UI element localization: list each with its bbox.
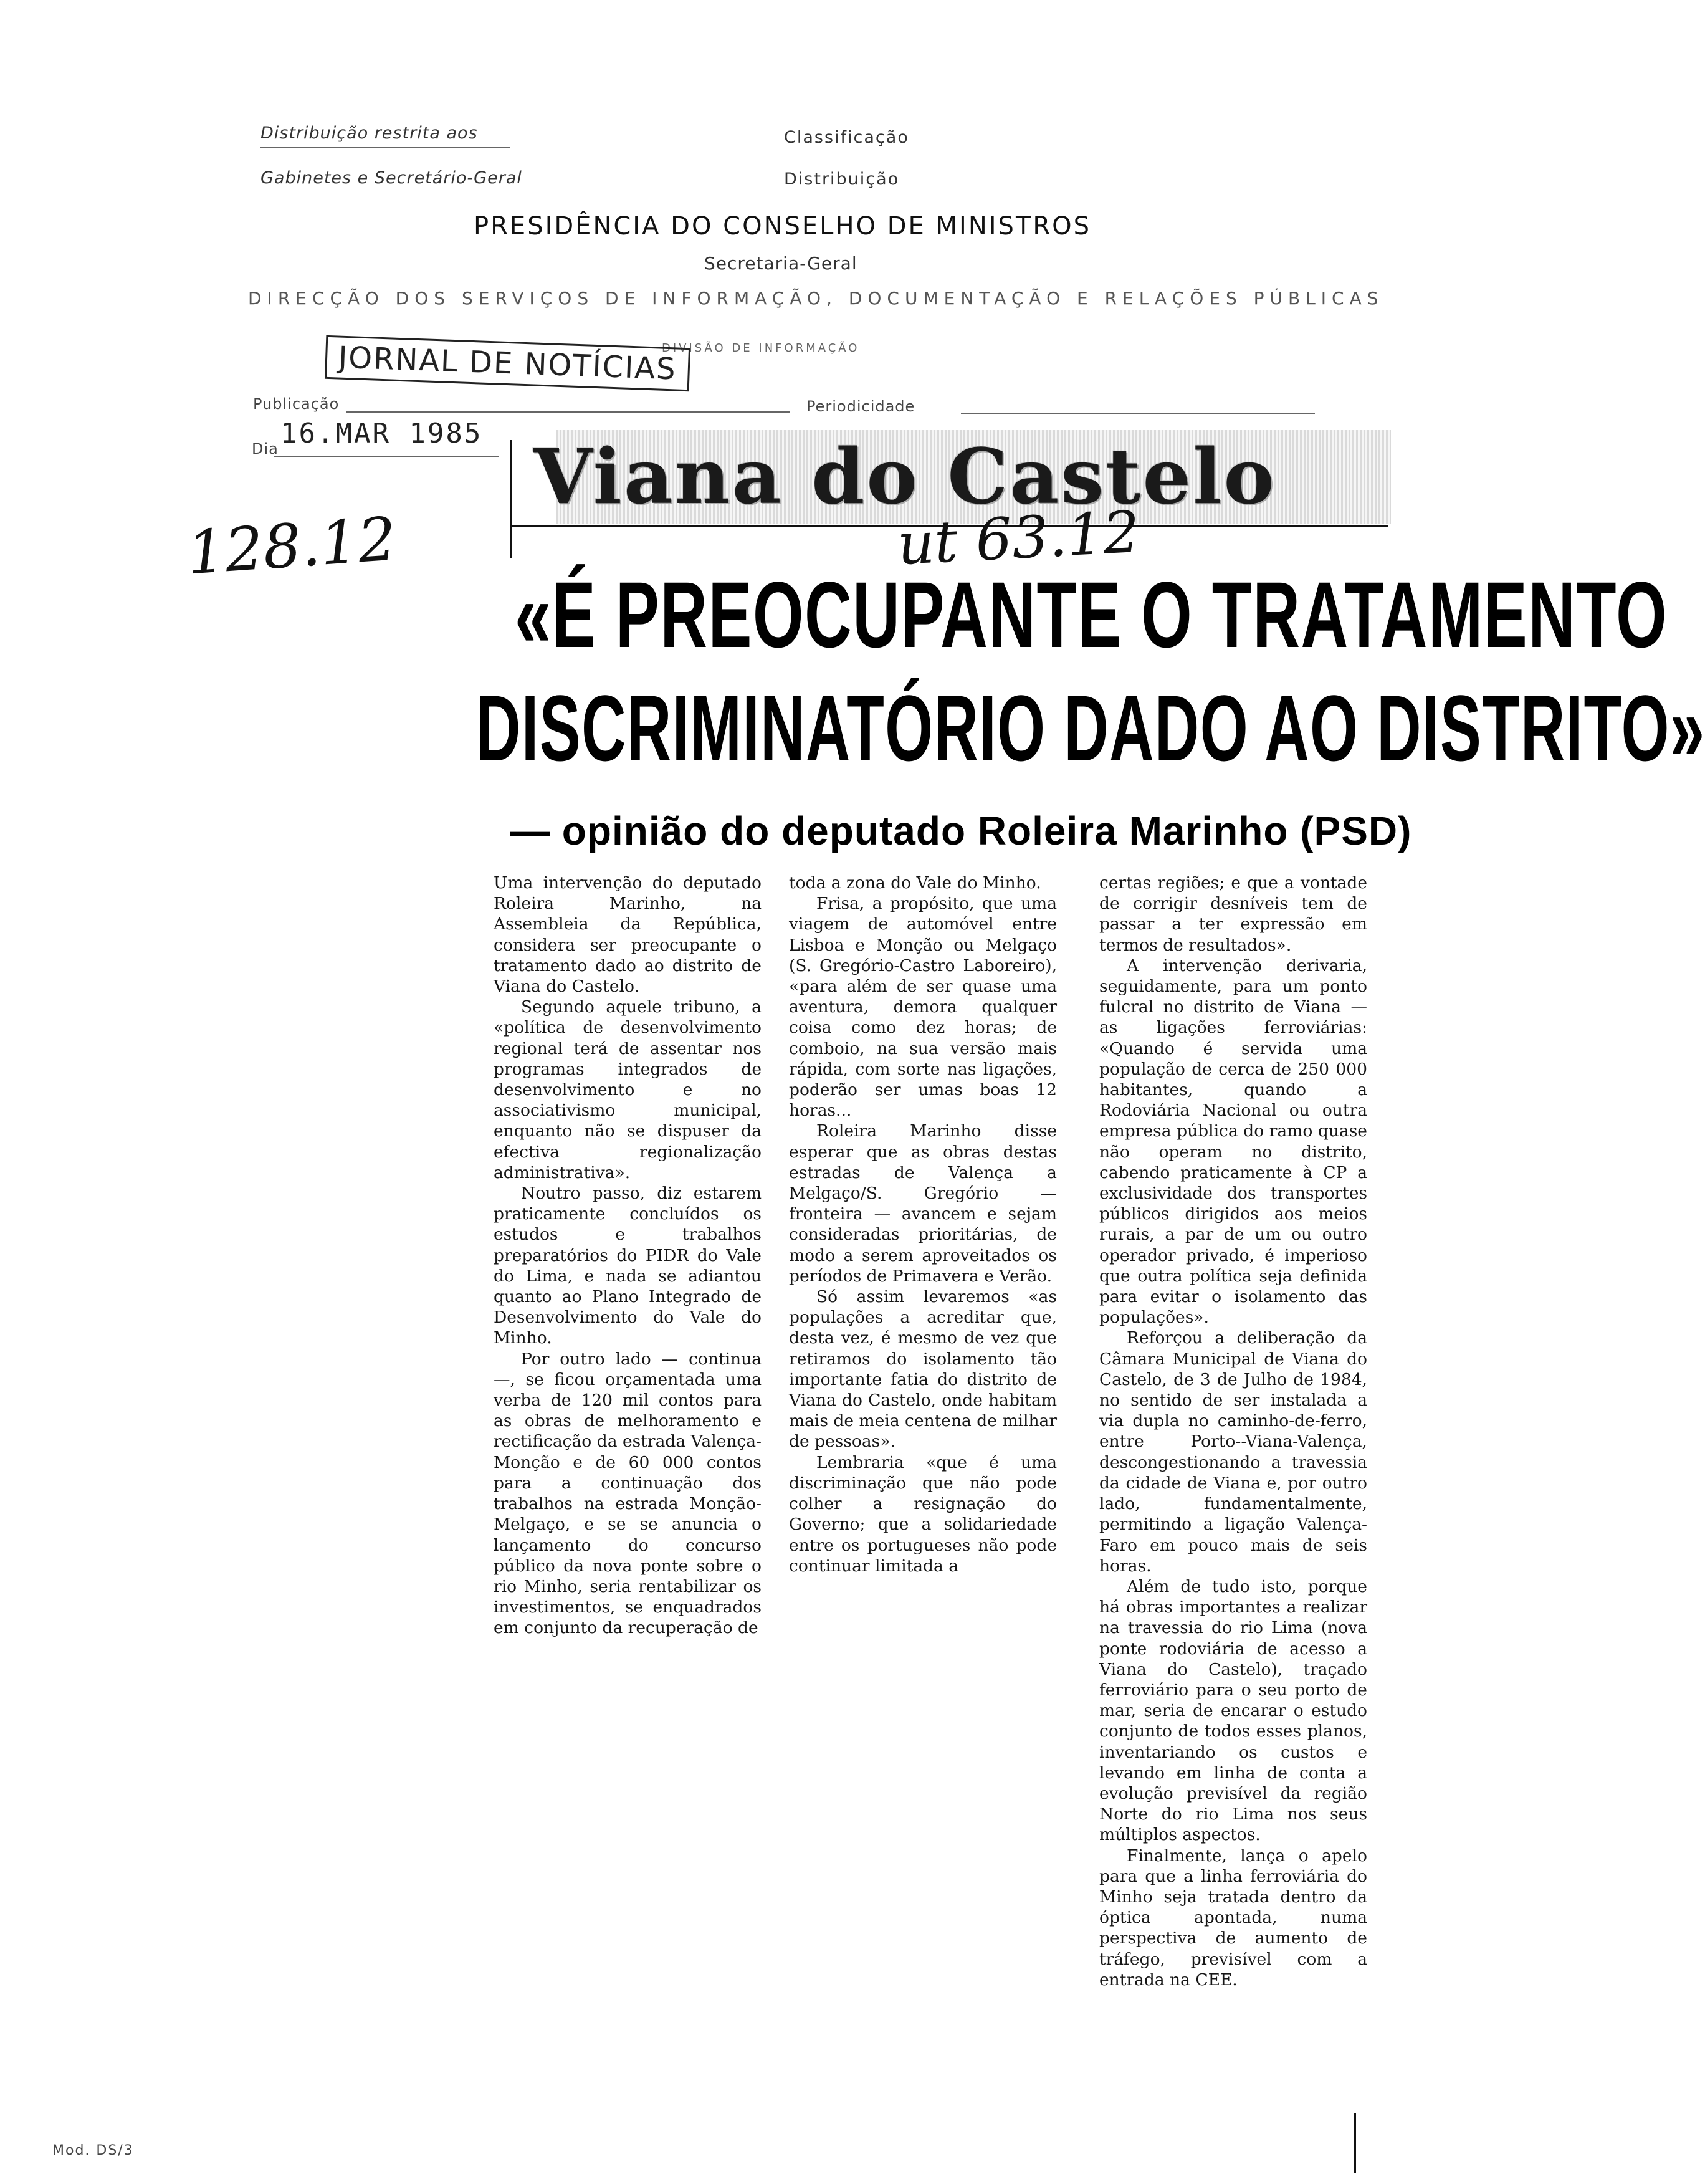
- section-masthead: Viana do Castelo: [533, 431, 1276, 521]
- day-label: Dia: [252, 440, 279, 457]
- col2-paragraph: Lembraria «que é uma discriminação que não pode colher a resignação do Governo; que a solidariedade entre os portugueses não pode continuar limitada a: [789, 1452, 1057, 1576]
- article-column-3: [1099, 873, 1367, 1990]
- periodicity-label: Periodicidade: [806, 398, 915, 415]
- col3-paragraph: Além de tudo isto, porque há obras importantes a realizar na travessia do rio Lima (nova ponte rodoviária de acesso a Viana do Castelo), traçado ferroviário para o seu porto de mar, seria de encarar o estudo conjunto de todos esses planos, inventariando os custos e levando em linha de conta a evolução previsível da região Norte do rio Lima nos seus múltiplos aspectos.: [1099, 1576, 1367, 1845]
- handwritten-ref-right: ut 63.12: [895, 498, 1142, 578]
- presidency-title: PRESIDÊNCIA DO CONSELHO DE MINISTROS: [474, 212, 1092, 241]
- col2-paragraph: Frisa, a propósito, que uma viagem de automóvel entre Lisboa e Monção ou Melgaço (S. Gregório-Castro Laboreiro), «para além de ser quase uma aventura, demora qualquer coisa como dez horas; de comboio, na sua versão mais rápida, com sorte nas ligações, poderão ser umas boas 12 horas...: [789, 894, 1057, 1121]
- col3-paragraph: A intervenção derivaria, seguidamente, para um ponto fulcral no distrito de Viana — as ligações ferroviárias: «Quando é servida uma população de cerca de 250 000 habitantes, quando a Rodoviária Nacional ou outra empresa pública do ramo quase não operam no distrito, cabendo praticamente à CP a exclusividade dos transportes públicos dirigidos aos meios rurais, a par de um ou outro operador privado, é imperioso que outra política seja definida para evitar o isolamento das populações».: [1099, 956, 1367, 1328]
- directorate-label: DIRECÇÃO DOS SERVIÇOS DE INFORMAÇÃO, DOCUMENTAÇÃO E RELAÇÕES PÚBLICAS: [248, 288, 1384, 309]
- handwritten-ref-left: 128.12: [184, 504, 399, 588]
- distribution-label: Distribuição: [784, 170, 900, 189]
- col2-paragraph: toda a zona do Vale do Minho.: [789, 873, 1041, 893]
- col1-paragraph: Uma intervenção do deputado Roleira Marinho, na Assembleia da República, considera ser preocupante o tratamento dado ao distrito de Viana do Castelo.: [494, 873, 762, 997]
- day-line: [274, 456, 499, 457]
- newspaper-stamp: JORNAL DE NOTÍCIAS: [325, 335, 690, 391]
- classification-label: Classificação: [784, 128, 909, 147]
- col1-paragraph: Por outro lado — continua —, se ficou orçamentada uma verba de 120 mil contos para as obras de melhoramento e rectificação da estrada Valença-Monção e de 60 000 contos para a continuação dos trabalhos na estrada Monção-Melgaço, e se se anuncia o lançamento do concurso público da nova ponte sobre o rio Minho, seria rentabilizar os investimentos, se enquadrados em conjunto da recuperação de: [494, 1349, 762, 1638]
- publication-line: [346, 411, 790, 413]
- distribution-note-underline: [260, 147, 510, 148]
- clipping-edge-mark: [1354, 2113, 1356, 2173]
- distribution-note-line2: Gabinetes e Secretário-Geral: [260, 168, 522, 188]
- headline-line1: «É PREOCUPANTE O TRATAMENTO: [515, 562, 1668, 667]
- col1-paragraph: Noutro passo, diz estarem praticamente concluídos os estudos e trabalhos preparatórios do PIDR do Vale do Lima, e nada se adiantou quanto ao Plano Integrado de Desenvolvimento do Vale do Minho.: [494, 1184, 762, 1348]
- periodicity-line: [961, 413, 1315, 414]
- article-column-2: [789, 873, 1057, 1576]
- masthead-left-rule: [510, 440, 512, 558]
- headline-line2: DISCRIMINATÓRIO DADO AO DISTRITO»: [476, 676, 1705, 780]
- secretariat-label: Secretaria-Geral: [704, 253, 857, 274]
- division-label: DIVISÃO DE INFORMAÇÃO: [662, 342, 860, 355]
- publication-label: Publicação: [253, 395, 340, 413]
- col3-paragraph: Reforçou a deliberação da Câmara Municipal de Viana do Castelo, de 3 de Julho de 1984, no sentido de ser instalada a via dupla no caminho-de-ferro, entre Porto--Viana-Valença, descongestionando a travessia da cidade de Viana e, por outro lado, fundamentalmente, permitindo a ligação Valença-Faro em pouco mais de seis horas.: [1099, 1328, 1367, 1576]
- col2-paragraph: Roleira Marinho disse esperar que as obras destas estradas de Valença a Melgaço/S. Gregório — fronteira — avancem e sejam consideradas prioritárias, de modo a serem aproveitados os períodos de Primavera e Verão.: [789, 1121, 1057, 1286]
- distribution-note-line1: Distribuição restrita aos: [260, 123, 478, 143]
- date-stamp: 16.MAR 1985: [280, 418, 483, 449]
- article-column-1: [494, 873, 762, 1639]
- col3-paragraph: Finalmente, lança o apelo para que a linha ferroviária do Minho seja tratada dentro da óptica apontada, numa perspectiva de aumento de tráfego, previsível com a entrada na CEE.: [1099, 1846, 1367, 1990]
- form-model-ref: Mod. DS/3: [52, 2143, 134, 2158]
- col2-paragraph: Só assim levaremos «as populações a acreditar que, desta vez, é mesmo de vez que retiramos do isolamento tão importante fatia do distrito de Viana do Castelo, onde habitam mais de meia centena de milhar de pessoas».: [789, 1287, 1057, 1452]
- subheadline: — opinião do deputado Roleira Marinho (PSD): [510, 808, 1412, 853]
- col3-paragraph: certas regiões; e que a vontade de corrigir desníveis tem de passar a ter expressão em termos de resultados».: [1099, 873, 1367, 955]
- col1-paragraph: Segundo aquele tribuno, a «política de desenvolvimento regional terá de assentar nos programas integrados de desenvolvimento e no associativismo municipal, enquanto não se dispuser da efectiva regionalização administrativa».: [494, 997, 762, 1182]
